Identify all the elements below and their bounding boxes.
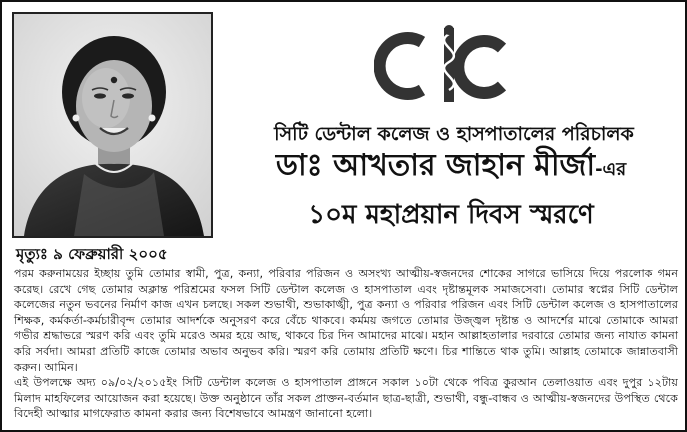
name-suffix: -এর — [595, 159, 627, 180]
logo-text: CDC — [374, 24, 377, 25]
deceased-name: ডাঃ আখতার জাহান মীর্জা — [275, 148, 596, 183]
headline-anniversary: ১০ম মহাপ্রয়ান দিবস স্মরণে — [308, 200, 594, 230]
body-paragraph-2: এই উপলক্ষে অদ্য ০৯/০২/২০১৫ইং সিটি ডেন্টাল কলেজ ও হাসপাতাল প্রাঙ্গনে সকাল ১০টা থেকে পবিত্র কুরআন তেলাওয়াত এবং দুপুর ১২টায় মিলাদ মাহফিলের আয়োজন করা হয়েছে। উক্ত অনুষ্ঠানে তাঁর সকল প্রাক্তন-বর্তমান ছাত্র-ছাত্রী, শুভাথী, বন্ধু-বান্ধব ও আত্মীয়-স্বজনদের উপস্থিত থেকে বিদেহী আত্মার মাগফেরাত কামনা করার জন্য বিশেষভাবে আমন্ত্রণ জানানো হলো। — [14, 376, 678, 421]
body-text — [14, 266, 678, 422]
death-date: মৃত্যুঃ ৯ ফেব্রুয়ারী ২০০৫ — [16, 245, 168, 263]
portrait-photo — [12, 12, 213, 238]
headline-name-line — [216, 148, 686, 188]
body-paragraph-1: পরম করুনাময়ের ইচ্ছায় তুমি তোমার স্বামী, পুত্র, কন্যা, পরিবার পরিজন ও অসংখ্য আত্মীয়-স্বজনদের শোকের সাগরে ভাসিয়ে দিয়ে পরলোক গমন করেছ। রেখে গেছ তোমার অক্লান্ত পরিশ্রমের ফসল সিটি ডেন্টাল কলেজ ও হাসপাতাল এবং দৃষ্টান্তমূলক সমাজসেবা। তোমার স্বপ্নের সিটি ডেন্টাল কলেজের নতুন ভবনের নির্মাণ কাজ এখন চলছে। সকল শুভাথী, শুভাকাঙ্খী, পুত্র কন্যা ও পরিবার পরিজন এবং সিটি ডেন্টাল কলেজ ও হাসপাতালের শিক্ষক, কর্মকর্তা-কর্মচারীবৃন্দ তোমার আদর্শকে অনুসরণ করে বেঁচে থাকবে। কর্মময় জগতে তোমার উজ্জ্বল দৃষ্টান্ত ও আদর্শের মাঝে তোমাকে আমরা গভীর শ্রদ্ধাভরে স্মরণ করি এবং তুমি মরেও অমর হয়ে আছ, থাকবে চির দিন আমাদের মাঝে। মহান আল্লাহতালার দরবারে তোমার জন্য নাযাত কামনা করি সর্বদা। আমরা প্রতিটি কাজে তোমার অভাব অনুভব করি। স্মরণ করি তোমায় প্রতিটি ক্ষণে। চির শান্তিতে থাক তুমি। আল্লাহ তোমাকে জান্নাতবাসী করুন। আমিন। — [14, 267, 678, 374]
headline-director-title: সিটি ডেন্টাল কলেজ ও হাসপাতালের পরিচালক — [274, 123, 634, 145]
cdc-logo — [374, 24, 524, 104]
